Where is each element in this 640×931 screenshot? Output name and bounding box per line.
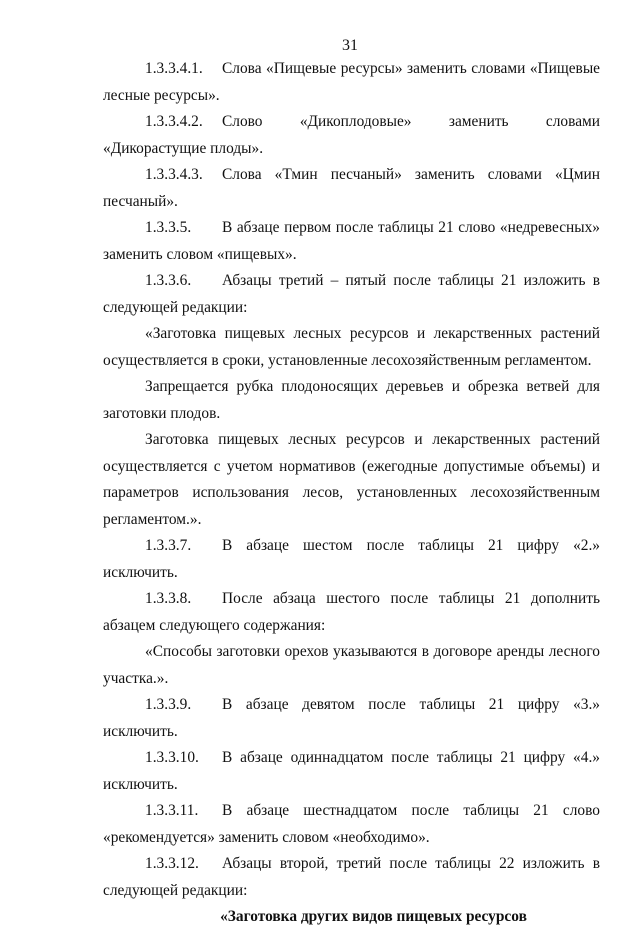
paragraph-text: Абзацы второй, третий после таблицы 22 изложить в следующей редакции: (103, 855, 600, 899)
paragraph-number: 1.3.3.11. (145, 802, 199, 819)
paragraph-number: 1.3.3.9. (145, 696, 192, 713)
quoted-paragraph (103, 321, 600, 374)
paragraph-number: 1.3.3.6. (145, 272, 192, 289)
paragraph-text: Слово «Дикоплодовые» заменить словами «Дикорастущие плоды». (103, 113, 600, 157)
paragraph (103, 533, 600, 586)
paragraph-text: Слова «Тмин песчаный» заменить словами «Цмин песчаный». (103, 166, 600, 210)
paragraph-number: 1.3.3.10. (145, 749, 199, 766)
paragraph-text: В абзаце шестнадцатом после таблицы 21 слово «рекомендуется» заменить словом «необходимо». (103, 802, 600, 846)
paragraph (103, 586, 600, 639)
page-number: 31 (342, 37, 358, 54)
paragraph (103, 109, 600, 162)
paragraph-text: Заготовка пищевых лесных ресурсов и лекарственных растений осуществляется с учетом нормативов (ежегодные допустимые объемы) и параметров использования лесов, установленных лесохозяйственным регламентом.». (103, 431, 600, 528)
section-heading: «Заготовка других видов пищевых ресурсов (220, 908, 527, 925)
paragraph (103, 745, 600, 798)
paragraph-text: В абзаце одиннадцатом после таблицы 21 цифру «4.» исключить. (103, 749, 600, 793)
paragraph-number: 1.3.3.5. (145, 219, 192, 236)
paragraph-number: 1.3.3.7. (145, 537, 192, 554)
paragraph-number: 1.3.3.4.3. (145, 166, 203, 183)
quoted-paragraph (103, 639, 600, 692)
paragraph-text: В абзаце девятом после таблицы 21 цифру «3.» исключить. (103, 696, 600, 740)
paragraph (103, 268, 600, 321)
paragraph-text: «Способы заготовки орехов указываются в договоре аренды лесного участка.». (103, 643, 600, 687)
paragraph-text: Слова «Пищевые ресурсы» заменить словами «Пищевые лесные ресурсы». (103, 60, 600, 104)
paragraph (103, 162, 600, 215)
paragraph-text: Абзацы третий – пятый после таблицы 21 изложить в следующей редакции: (103, 272, 600, 316)
paragraph-number: 1.3.3.4.2. (145, 113, 203, 130)
paragraph (103, 56, 600, 109)
paragraph (103, 851, 600, 904)
quoted-paragraph (103, 374, 600, 427)
paragraph-text: После абзаца шестого после таблицы 21 дополнить абзацем следующего содержания: (103, 590, 600, 634)
paragraph-text: «Заготовка пищевых лесных ресурсов и лекарственных растений осуществляется в сроки, установленные лесохозяйственным регламентом. (103, 325, 600, 369)
paragraph-text: В абзаце шестом после таблицы 21 цифру «2.» исключить. (103, 537, 600, 581)
paragraph-number: 1.3.3.8. (145, 590, 192, 607)
document-body (103, 56, 600, 931)
paragraph (103, 798, 600, 851)
paragraph-text: Запрещается рубка плодоносящих деревьев и обрезка ветвей для заготовки плодов. (103, 378, 600, 422)
paragraph-number: 1.3.3.4.1. (145, 60, 203, 77)
paragraph (103, 215, 600, 268)
quoted-paragraph (103, 427, 600, 533)
paragraph-text: В абзаце первом после таблицы 21 слово «недревесных» заменить словом «пищевых». (103, 219, 600, 263)
paragraph (103, 692, 600, 745)
paragraph-number: 1.3.3.12. (145, 855, 199, 872)
